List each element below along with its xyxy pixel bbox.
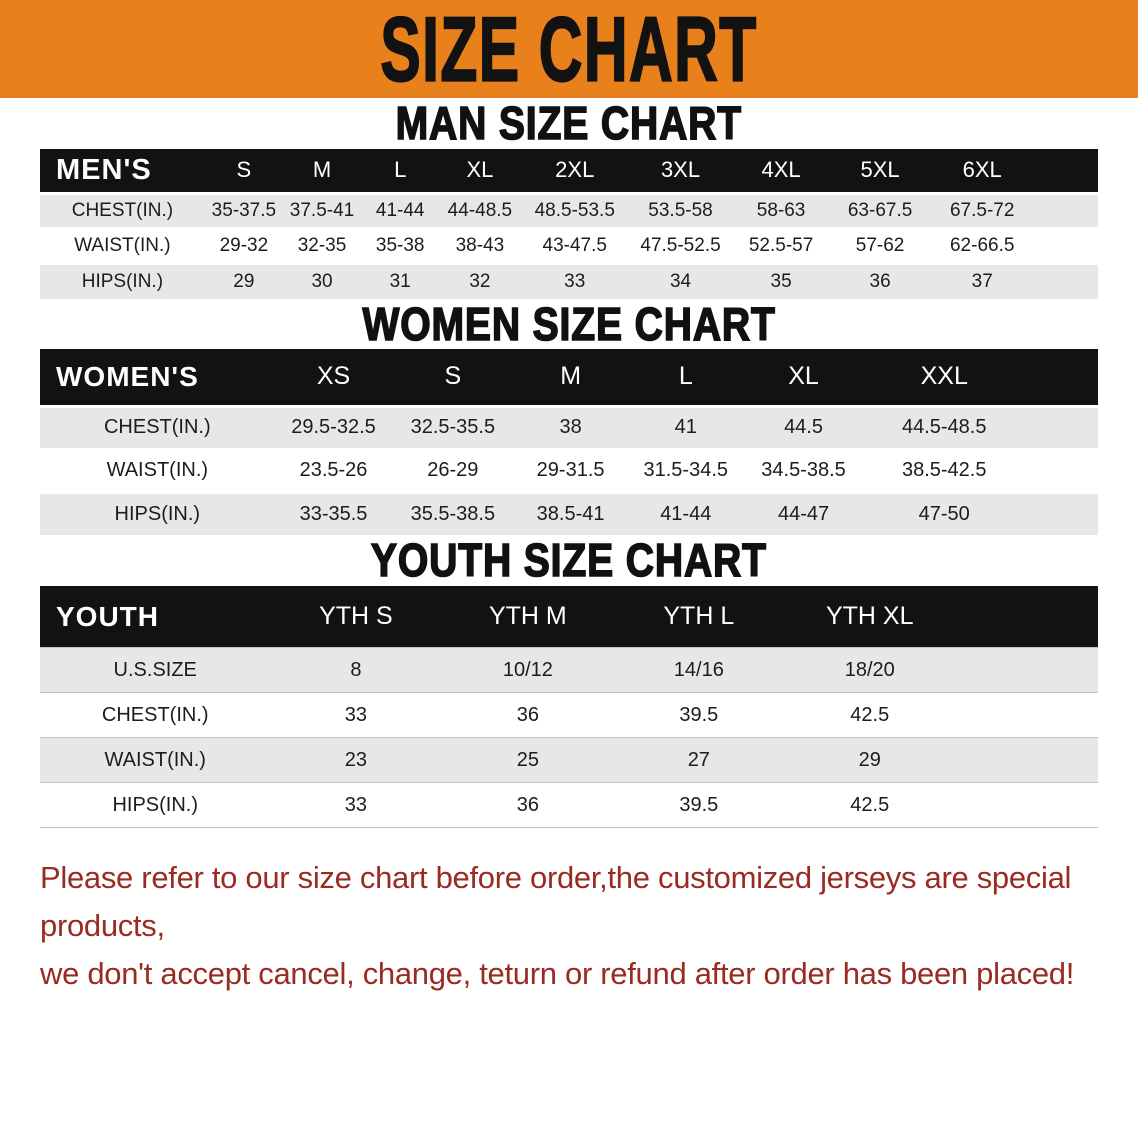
measurement-value: 41 (674, 416, 697, 439)
youth-size-body (40, 648, 1098, 828)
measurement-row (40, 492, 1098, 535)
measurement-label: HIPS(IN.) (81, 270, 164, 292)
filler-cell (1034, 149, 1098, 194)
size-column-header: M (560, 362, 582, 391)
measurement-value: 33-35.5 (299, 502, 368, 525)
filler-cell (1025, 349, 1098, 406)
measurement-value: 38.5-42.5 (901, 459, 987, 482)
men-size-body (40, 194, 1098, 299)
measurement-value: 47.5-52.5 (640, 235, 721, 257)
youth-size-heading (0, 535, 1138, 586)
measurement-value: 52.5-57 (748, 235, 814, 257)
filler-cell (956, 648, 1098, 693)
measurement-value: 31 (389, 270, 411, 292)
size-column-header: S (444, 362, 462, 391)
measurement-label: CHEST(IN.) (71, 200, 174, 222)
size-column-header: S (236, 157, 252, 183)
men-group-label: MEN'S (56, 153, 152, 186)
measurement-value: 41-44 (375, 200, 425, 222)
size-column-header: XS (316, 362, 351, 391)
size-column-header: XL (466, 157, 494, 183)
measurement-value: 32.5-35.5 (410, 416, 496, 439)
size-column-header: 4XL (761, 157, 801, 183)
measurement-value: 29 (858, 748, 881, 771)
measurement-label: HIPS(IN.) (112, 793, 198, 816)
size-column-header: YTH L (663, 602, 735, 631)
size-column-header: 3XL (660, 157, 701, 183)
measurement-value: 29-32 (219, 235, 269, 257)
women-size-header-row (40, 349, 1098, 406)
measurement-value: 47-50 (918, 502, 970, 525)
measurement-value: 44-48.5 (447, 200, 513, 222)
size-column-header: XXL (920, 362, 968, 391)
measurement-value: 32 (469, 270, 491, 292)
youth-size-table (40, 586, 1098, 829)
measurement-value: 58-63 (756, 200, 806, 222)
measurement-row (40, 264, 1098, 299)
measurement-value: 38 (559, 416, 582, 439)
measurement-value: 42.5 (850, 793, 890, 816)
filler-cell (956, 693, 1098, 738)
measurement-value: 38.5-41 (536, 502, 605, 525)
measurement-value: 44.5-48.5 (901, 416, 987, 439)
women-size-table (40, 349, 1098, 535)
measurement-value: 35-37.5 (211, 200, 277, 222)
measurement-value: 53.5-58 (648, 200, 713, 222)
measurement-value: 14/16 (673, 658, 724, 681)
youth-size-section (0, 535, 1138, 828)
measurement-value: 36 (869, 270, 891, 292)
measurement-row (40, 449, 1098, 492)
filler-cell (956, 783, 1098, 828)
measurement-value: 34.5-38.5 (761, 459, 846, 482)
measurement-row (40, 648, 1098, 693)
filler-cell (956, 738, 1098, 783)
measurement-value: 42.5 (850, 703, 890, 726)
size-column-header: 5XL (860, 157, 900, 183)
measurement-value: 36 (516, 793, 539, 816)
measurement-value: 18/20 (844, 658, 895, 681)
measurement-value: 31.5-34.5 (643, 459, 729, 482)
measurement-value: 8 (350, 658, 362, 681)
disclaimer-line-1: Please refer to our size chart before order,the customized jerseys are special products, (40, 860, 1072, 944)
measurement-value: 10/12 (502, 658, 553, 681)
measurement-label: WAIST(IN.) (106, 459, 209, 482)
women-size-section (0, 299, 1138, 536)
measurement-row (40, 194, 1098, 229)
women-size-heading-text: WOMEN SIZE CHART (362, 297, 776, 350)
filler-cell (1025, 492, 1098, 535)
man-size-heading (0, 98, 1138, 149)
banner-title: SIZE CHART (380, 0, 758, 100)
disclaimer-line-2: we don't accept cancel, change, teturn or refund after order has been placed! (40, 956, 1075, 992)
measurement-value: 39.5 (679, 793, 719, 816)
measurement-row (40, 406, 1098, 449)
measurement-label: CHEST(IN.) (103, 416, 211, 439)
measurement-row (40, 783, 1098, 828)
filler-cell (1034, 194, 1098, 229)
measurement-value: 23.5-26 (299, 459, 368, 482)
size-column-header: YTH XL (825, 602, 914, 631)
measurement-row (40, 229, 1098, 264)
measurement-value: 62-66.5 (949, 235, 1015, 257)
measurement-value: 33 (344, 793, 368, 816)
measurement-value: 26-29 (427, 459, 479, 482)
measurement-value: 43-47.5 (542, 235, 607, 257)
measurement-value: 57-62 (855, 235, 905, 257)
size-column-header: YTH S (319, 602, 393, 631)
measurement-label: U.S.SIZE (113, 658, 197, 681)
measurement-value: 34 (669, 270, 692, 292)
measurement-value: 23 (344, 748, 368, 771)
women-group-label: WOMEN'S (56, 360, 199, 392)
filler-cell (956, 586, 1098, 648)
measurement-value: 37.5-41 (289, 200, 355, 222)
measurement-label: WAIST(IN.) (104, 748, 206, 771)
men-size-header-row (40, 149, 1098, 194)
measurement-value: 36 (516, 703, 539, 726)
size-column-header: XL (788, 362, 819, 391)
man-size-section (0, 98, 1138, 299)
filler-cell (1034, 229, 1098, 264)
women-size-body (40, 406, 1098, 535)
measurement-value: 25 (516, 748, 539, 771)
women-size-heading (0, 299, 1138, 350)
measurement-label: WAIST(IN.) (74, 235, 171, 257)
measurement-value: 33 (344, 703, 368, 726)
youth-size-header-row (40, 586, 1098, 648)
measurement-value: 32-35 (297, 235, 347, 257)
disclaimer-note (40, 854, 1138, 998)
measurement-value: 33 (564, 270, 586, 292)
measurement-value: 48.5-53.5 (534, 200, 615, 222)
size-column-header: YTH M (488, 602, 567, 631)
measurement-value: 29.5-32.5 (291, 416, 376, 439)
measurement-value: 39.5 (679, 703, 719, 726)
size-column-header: M (312, 157, 332, 183)
measurement-value: 38-43 (455, 235, 505, 257)
filler-cell (1025, 406, 1098, 449)
size-column-header: 2XL (555, 157, 595, 183)
size-chart-banner (0, 0, 1138, 98)
measurement-value: 67.5-72 (949, 200, 1015, 222)
size-column-header: L (394, 157, 407, 183)
measurement-value: 44-47 (777, 502, 830, 525)
men-size-table (40, 149, 1098, 299)
measurement-row (40, 693, 1098, 738)
measurement-row (40, 738, 1098, 783)
youth-group-label: YOUTH (56, 600, 159, 632)
measurement-value: 30 (311, 270, 333, 292)
filler-cell (1034, 264, 1098, 299)
measurement-value: 63-67.5 (847, 200, 913, 222)
size-column-header: 6XL (962, 157, 1002, 183)
measurement-label: CHEST(IN.) (101, 703, 209, 726)
size-column-header: L (678, 362, 693, 391)
man-size-heading-text: MAN SIZE CHART (395, 97, 743, 149)
measurement-value: 35 (770, 270, 792, 292)
measurement-value: 41-44 (660, 502, 712, 525)
measurement-value: 27 (687, 748, 710, 771)
measurement-label: HIPS(IN.) (114, 502, 201, 525)
measurement-value: 35-38 (375, 235, 425, 257)
measurement-value: 29 (233, 270, 255, 292)
filler-cell (1025, 449, 1098, 492)
measurement-value: 29-31.5 (536, 459, 605, 482)
measurement-value: 44.5 (784, 416, 823, 439)
measurement-value: 35.5-38.5 (410, 502, 496, 525)
measurement-value: 37 (971, 270, 993, 292)
youth-size-heading-text: YOUTH SIZE CHART (371, 534, 767, 587)
